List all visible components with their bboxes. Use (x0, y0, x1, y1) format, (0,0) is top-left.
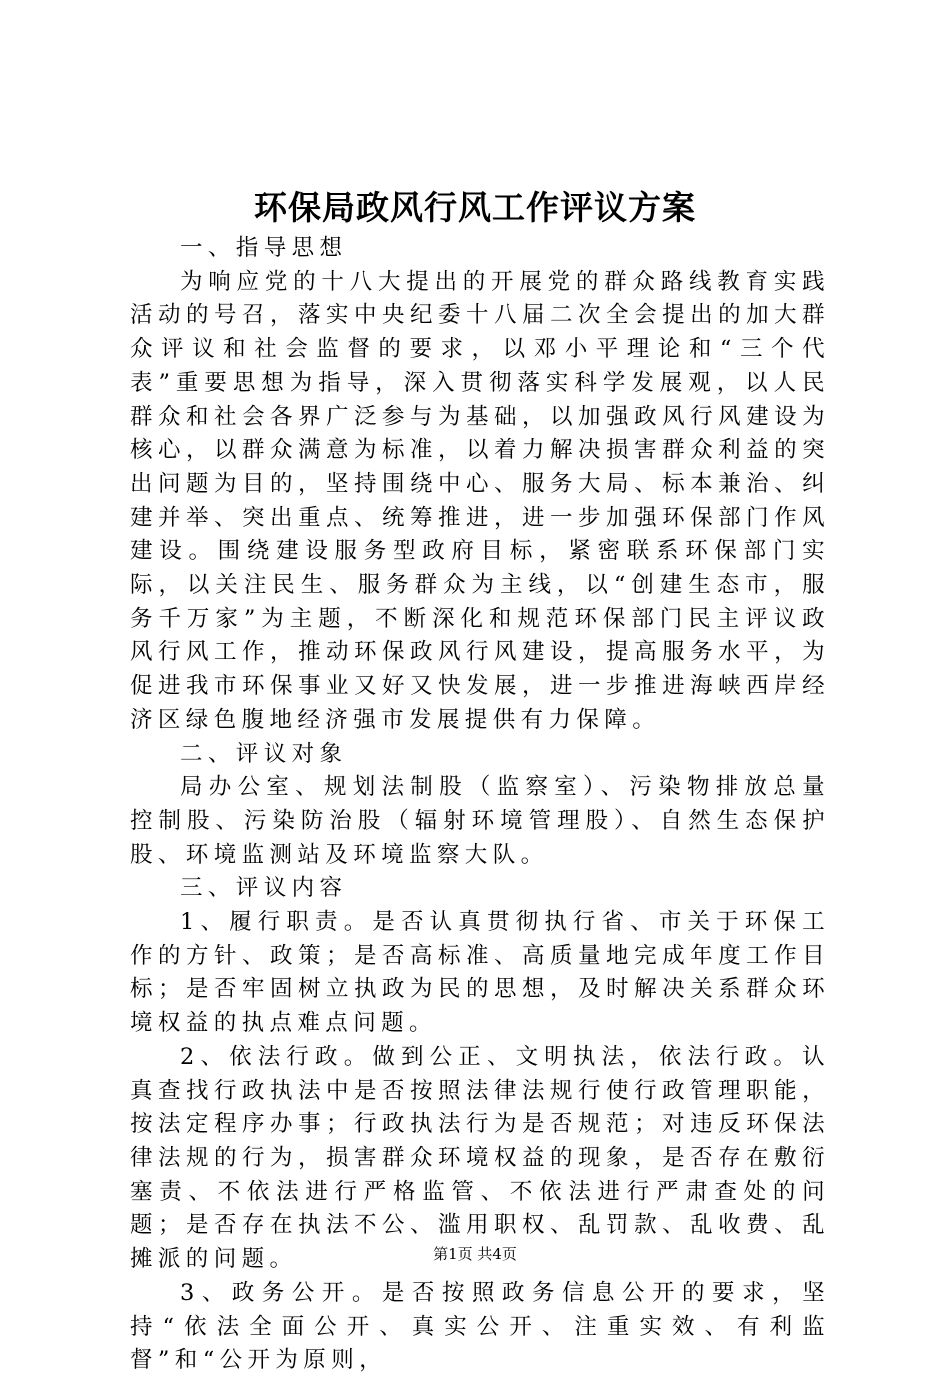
body-paragraph: 3、政务公开。是否按照政务信息公开的要求，坚持“依法全面公开、真实公开、注重实效、有利监督”和“公开为原则， (130, 1279, 830, 1374)
body-paragraph: 2、依法行政。做到公正、文明执法，依法行政。认真查找行政执法中是否按照法律法规行使行政管理职能，按法定程序办事；行政执法行为是否规范；对违反环保法律法规的行为，损害群众环境权益的现象，是否存在敷衍塞责、不依法进行严格监管、不依法进行严肃查处的问题；是否存在执法不公、滥用职权、乱罚款、乱收费、乱摊派的问题。 (130, 1043, 830, 1273)
body-paragraph: 局办公室、规划法制股（监察室）、污染物排放总量控制股、污染防治股（辐射环境管理股）、自然生态保护股、环境监测站及环境监察大队。 (130, 774, 830, 868)
section-heading: 一、指导思想 (180, 235, 348, 261)
document-title: 环保局政风行风工作评议方案 (254, 188, 696, 227)
body-paragraph: 1、履行职责。是否认真贯彻执行省、市关于环保工作的方针、政策；是否高标准、高质量地完成年度工作目标；是否牢固树立执政为民的思想，及时解决关系群众环境权益的执点难点问题。 (130, 909, 830, 1037)
section-heading: 二、评议对象 (180, 740, 348, 767)
page-number-footer: 第1页 共4页 (433, 1245, 517, 1263)
section-heading: 三、评议内容 (180, 875, 348, 902)
document-body (130, 232, 830, 1378)
body-paragraph: 为响应党的十八大提出的开展党的群众路线教育实践活动的号召，落实中央纪委十八届二次全会提出的加大群众评议和社会监督的要求，以邓小平理论和“三个代表”重要思想为指导，深入贯彻落实科学发展观，以人民群众和社会各界广泛参与为基础，以加强政风行风建设为核心，以群众满意为标准，以着力解决损害群众利益的突出问题为目的，坚持围绕中心、服务大局、标本兼治、纠建并举、突出重点、统筹推进，进一步加强环保部门作风建设。围绕建设服务型政府目标，紧密联系环保部门实际，以关注民生、服务群众为主线，以“创建生态市，服务千万家”为主题，不断深化和规范环保部门民主评议政风行风工作，推动环保政风行风建设，提高服务水平，为促进我市环保事业又好又快发展，进一步推进海峡西岸经济区绿色腹地经济强市发展提供有力保障。 (130, 268, 830, 733)
